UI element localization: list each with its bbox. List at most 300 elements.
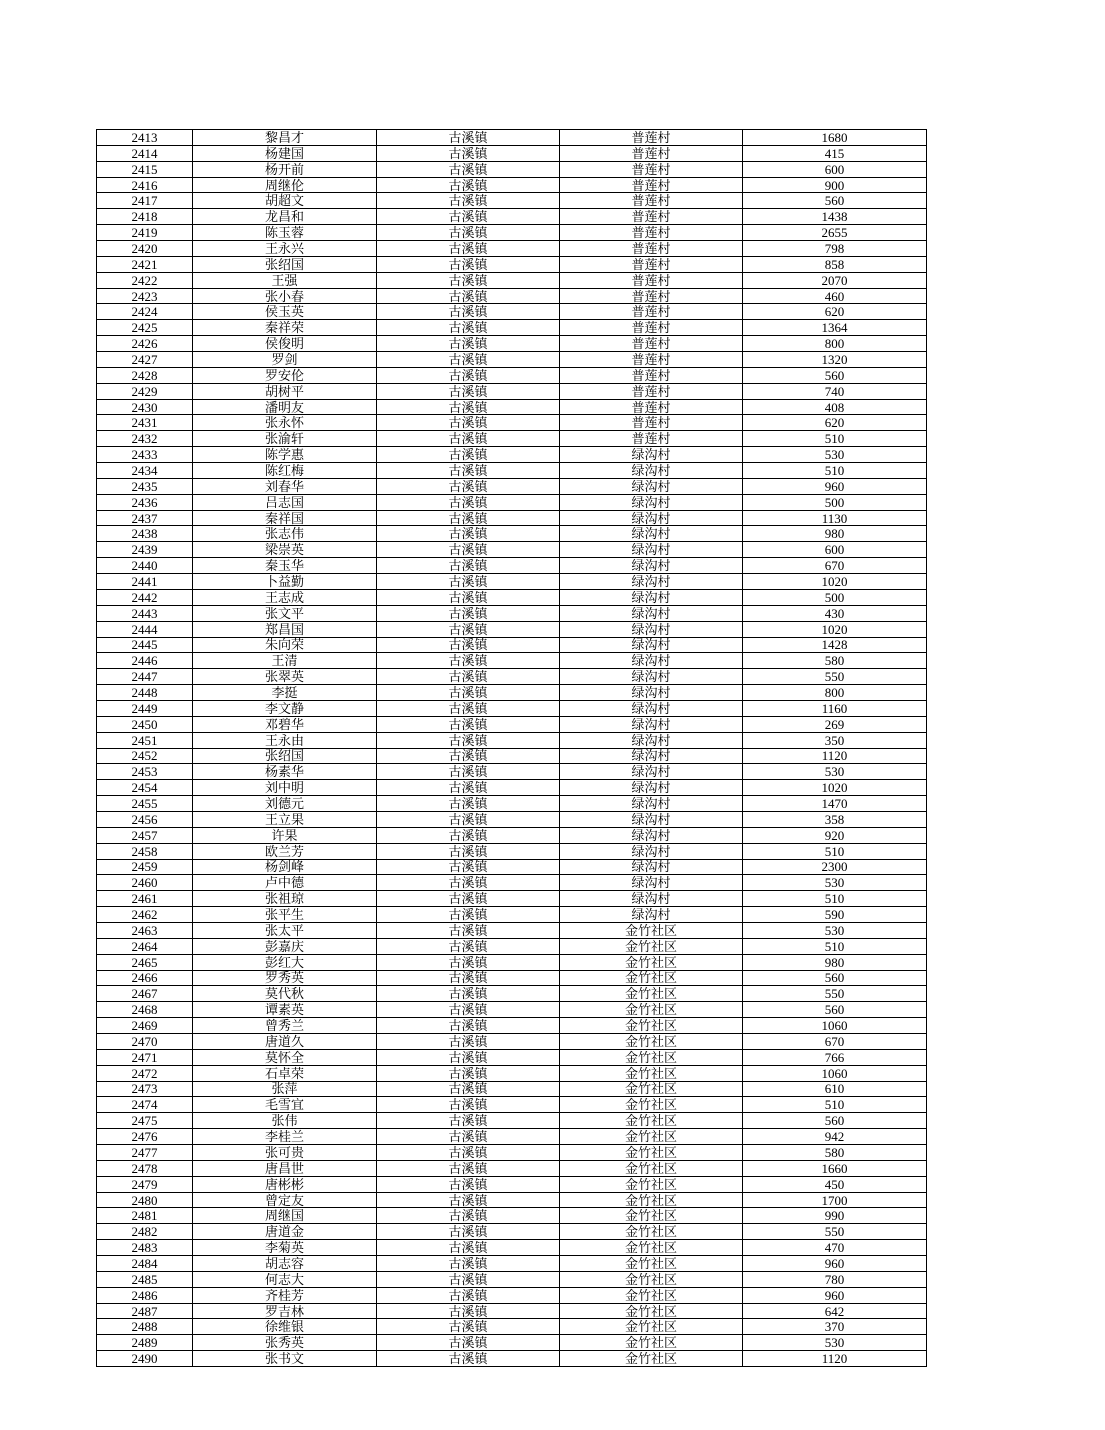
- amount-cell: 1060: [743, 1065, 927, 1081]
- village-cell: 绿沟村: [560, 685, 743, 701]
- town-cell: 古溪镇: [377, 1160, 560, 1176]
- table-row: [97, 589, 927, 605]
- town-cell: 古溪镇: [377, 415, 560, 431]
- data-table: [96, 129, 927, 1367]
- amount-cell: 590: [743, 907, 927, 923]
- town-cell: 古溪镇: [377, 367, 560, 383]
- village-cell: 绿沟村: [560, 478, 743, 494]
- town-cell: 古溪镇: [377, 209, 560, 225]
- table-row: [97, 669, 927, 685]
- town-cell: 古溪镇: [377, 1256, 560, 1272]
- name-cell: 李菊英: [193, 1240, 377, 1256]
- village-cell: 普莲村: [560, 304, 743, 320]
- row-number-cell: 2438: [97, 526, 193, 542]
- table-body: [97, 130, 927, 1367]
- name-cell: 梁崇英: [193, 542, 377, 558]
- amount-cell: 269: [743, 716, 927, 732]
- amount-cell: 580: [743, 1145, 927, 1161]
- row-number-cell: 2435: [97, 478, 193, 494]
- village-cell: 绿沟村: [560, 827, 743, 843]
- town-cell: 古溪镇: [377, 732, 560, 748]
- table-row: [97, 526, 927, 542]
- table-row: [97, 1335, 927, 1351]
- table-row: [97, 653, 927, 669]
- row-number-cell: 2441: [97, 574, 193, 590]
- name-cell: 石卓荣: [193, 1065, 377, 1081]
- table-row: [97, 970, 927, 986]
- name-cell: 秦祥国: [193, 510, 377, 526]
- village-cell: 绿沟村: [560, 748, 743, 764]
- name-cell: 黎昌才: [193, 130, 377, 146]
- amount-cell: 358: [743, 811, 927, 827]
- village-cell: 金竹社区: [560, 1224, 743, 1240]
- town-cell: 古溪镇: [377, 1018, 560, 1034]
- amount-cell: 858: [743, 256, 927, 272]
- village-cell: 金竹社区: [560, 1049, 743, 1065]
- amount-cell: 1680: [743, 130, 927, 146]
- row-number-cell: 2465: [97, 954, 193, 970]
- row-number-cell: 2425: [97, 320, 193, 336]
- town-cell: 古溪镇: [377, 1176, 560, 1192]
- row-number-cell: 2446: [97, 653, 193, 669]
- name-cell: 许果: [193, 827, 377, 843]
- town-cell: 古溪镇: [377, 241, 560, 257]
- town-cell: 古溪镇: [377, 161, 560, 177]
- town-cell: 古溪镇: [377, 542, 560, 558]
- town-cell: 古溪镇: [377, 986, 560, 1002]
- amount-cell: 470: [743, 1240, 927, 1256]
- village-cell: 绿沟村: [560, 558, 743, 574]
- town-cell: 古溪镇: [377, 859, 560, 875]
- name-cell: 曾定友: [193, 1192, 377, 1208]
- village-cell: 绿沟村: [560, 621, 743, 637]
- name-cell: 唐道久: [193, 1033, 377, 1049]
- village-cell: 金竹社区: [560, 1160, 743, 1176]
- table-row: [97, 621, 927, 637]
- town-cell: 古溪镇: [377, 1065, 560, 1081]
- row-number-cell: 2423: [97, 288, 193, 304]
- amount-cell: 740: [743, 383, 927, 399]
- row-number-cell: 2439: [97, 542, 193, 558]
- village-cell: 绿沟村: [560, 796, 743, 812]
- town-cell: 古溪镇: [377, 748, 560, 764]
- row-number-cell: 2449: [97, 700, 193, 716]
- amount-cell: 1020: [743, 574, 927, 590]
- amount-cell: 1120: [743, 748, 927, 764]
- town-cell: 古溪镇: [377, 843, 560, 859]
- row-number-cell: 2437: [97, 510, 193, 526]
- amount-cell: 1160: [743, 700, 927, 716]
- village-cell: 金竹社区: [560, 1033, 743, 1049]
- table-row: [97, 478, 927, 494]
- table-row: [97, 891, 927, 907]
- amount-cell: 670: [743, 558, 927, 574]
- town-cell: 古溪镇: [377, 589, 560, 605]
- name-cell: 周继伦: [193, 177, 377, 193]
- village-cell: 普莲村: [560, 161, 743, 177]
- amount-cell: 560: [743, 367, 927, 383]
- village-cell: 普莲村: [560, 193, 743, 209]
- table-row: [97, 986, 927, 1002]
- amount-cell: 1470: [743, 796, 927, 812]
- town-cell: 古溪镇: [377, 922, 560, 938]
- amount-cell: 560: [743, 193, 927, 209]
- name-cell: 张祖琼: [193, 891, 377, 907]
- village-cell: 普莲村: [560, 288, 743, 304]
- table-row: [97, 241, 927, 257]
- row-number-cell: 2456: [97, 811, 193, 827]
- village-cell: 普莲村: [560, 256, 743, 272]
- amount-cell: 510: [743, 843, 927, 859]
- table-row: [97, 447, 927, 463]
- name-cell: 杨剑峰: [193, 859, 377, 875]
- village-cell: 普莲村: [560, 352, 743, 368]
- village-cell: 绿沟村: [560, 891, 743, 907]
- town-cell: 古溪镇: [377, 637, 560, 653]
- amount-cell: 510: [743, 891, 927, 907]
- row-number-cell: 2474: [97, 1097, 193, 1113]
- row-number-cell: 2458: [97, 843, 193, 859]
- village-cell: 绿沟村: [560, 732, 743, 748]
- amount-cell: 1320: [743, 352, 927, 368]
- name-cell: 卢中德: [193, 875, 377, 891]
- name-cell: 杨开前: [193, 161, 377, 177]
- village-cell: 金竹社区: [560, 1145, 743, 1161]
- name-cell: 王立果: [193, 811, 377, 827]
- town-cell: 古溪镇: [377, 463, 560, 479]
- village-cell: 绿沟村: [560, 526, 743, 542]
- table-row: [97, 907, 927, 923]
- row-number-cell: 2475: [97, 1113, 193, 1129]
- village-cell: 金竹社区: [560, 1256, 743, 1272]
- table-row: [97, 1065, 927, 1081]
- table-row: [97, 320, 927, 336]
- name-cell: 张萍: [193, 1081, 377, 1097]
- town-cell: 古溪镇: [377, 320, 560, 336]
- town-cell: 古溪镇: [377, 1271, 560, 1287]
- amount-cell: 800: [743, 336, 927, 352]
- name-cell: 王永由: [193, 732, 377, 748]
- village-cell: 绿沟村: [560, 653, 743, 669]
- village-cell: 金竹社区: [560, 1303, 743, 1319]
- table-row: [97, 225, 927, 241]
- village-cell: 普莲村: [560, 177, 743, 193]
- village-cell: 普莲村: [560, 431, 743, 447]
- amount-cell: 560: [743, 1002, 927, 1018]
- name-cell: 彭红大: [193, 954, 377, 970]
- amount-cell: 580: [743, 653, 927, 669]
- row-number-cell: 2471: [97, 1049, 193, 1065]
- town-cell: 古溪镇: [377, 177, 560, 193]
- name-cell: 王清: [193, 653, 377, 669]
- name-cell: 王永兴: [193, 241, 377, 257]
- name-cell: 张太平: [193, 922, 377, 938]
- village-cell: 绿沟村: [560, 843, 743, 859]
- row-number-cell: 2484: [97, 1256, 193, 1272]
- name-cell: 唐道金: [193, 1224, 377, 1240]
- village-cell: 绿沟村: [560, 447, 743, 463]
- table-row: [97, 811, 927, 827]
- village-cell: 普莲村: [560, 383, 743, 399]
- amount-cell: 430: [743, 605, 927, 621]
- town-cell: 古溪镇: [377, 970, 560, 986]
- town-cell: 古溪镇: [377, 494, 560, 510]
- row-number-cell: 2466: [97, 970, 193, 986]
- amount-cell: 642: [743, 1303, 927, 1319]
- row-number-cell: 2422: [97, 272, 193, 288]
- town-cell: 古溪镇: [377, 574, 560, 590]
- row-number-cell: 2482: [97, 1224, 193, 1240]
- name-cell: 张翠英: [193, 669, 377, 685]
- row-number-cell: 2419: [97, 225, 193, 241]
- table-row: [97, 288, 927, 304]
- town-cell: 古溪镇: [377, 510, 560, 526]
- town-cell: 古溪镇: [377, 526, 560, 542]
- amount-cell: 500: [743, 589, 927, 605]
- table-row: [97, 415, 927, 431]
- name-cell: 朱向荣: [193, 637, 377, 653]
- name-cell: 莫代秋: [193, 986, 377, 1002]
- town-cell: 古溪镇: [377, 1081, 560, 1097]
- amount-cell: 798: [743, 241, 927, 257]
- town-cell: 古溪镇: [377, 827, 560, 843]
- table-row: [97, 875, 927, 891]
- village-cell: 绿沟村: [560, 637, 743, 653]
- town-cell: 古溪镇: [377, 1129, 560, 1145]
- table-row: [97, 1002, 927, 1018]
- name-cell: 李桂兰: [193, 1129, 377, 1145]
- table-row: [97, 1319, 927, 1335]
- table-row: [97, 1160, 927, 1176]
- village-cell: 绿沟村: [560, 463, 743, 479]
- amount-cell: 980: [743, 954, 927, 970]
- town-cell: 古溪镇: [377, 700, 560, 716]
- table-row: [97, 1145, 927, 1161]
- amount-cell: 670: [743, 1033, 927, 1049]
- table-row: [97, 463, 927, 479]
- table-row: [97, 1113, 927, 1129]
- amount-cell: 960: [743, 1287, 927, 1303]
- table-row: [97, 1303, 927, 1319]
- table-row: [97, 922, 927, 938]
- name-cell: 彭嘉庆: [193, 938, 377, 954]
- table-row: [97, 367, 927, 383]
- village-cell: 绿沟村: [560, 875, 743, 891]
- town-cell: 古溪镇: [377, 669, 560, 685]
- village-cell: 金竹社区: [560, 1097, 743, 1113]
- village-cell: 普莲村: [560, 336, 743, 352]
- row-number-cell: 2467: [97, 986, 193, 1002]
- amount-cell: 620: [743, 415, 927, 431]
- name-cell: 莫怀全: [193, 1049, 377, 1065]
- name-cell: 张文平: [193, 605, 377, 621]
- table-row: [97, 796, 927, 812]
- village-cell: 金竹社区: [560, 1351, 743, 1367]
- row-number-cell: 2443: [97, 605, 193, 621]
- name-cell: 欧兰芳: [193, 843, 377, 859]
- name-cell: 王志成: [193, 589, 377, 605]
- row-number-cell: 2473: [97, 1081, 193, 1097]
- village-cell: 金竹社区: [560, 922, 743, 938]
- town-cell: 古溪镇: [377, 796, 560, 812]
- village-cell: 金竹社区: [560, 1192, 743, 1208]
- amount-cell: 766: [743, 1049, 927, 1065]
- table-row: [97, 542, 927, 558]
- name-cell: 张绍国: [193, 748, 377, 764]
- amount-cell: 1130: [743, 510, 927, 526]
- name-cell: 龙昌和: [193, 209, 377, 225]
- town-cell: 古溪镇: [377, 304, 560, 320]
- town-cell: 古溪镇: [377, 1113, 560, 1129]
- town-cell: 古溪镇: [377, 399, 560, 415]
- name-cell: 周继国: [193, 1208, 377, 1224]
- table-row: [97, 1192, 927, 1208]
- amount-cell: 920: [743, 827, 927, 843]
- table-row: [97, 1129, 927, 1145]
- row-number-cell: 2464: [97, 938, 193, 954]
- amount-cell: 550: [743, 986, 927, 1002]
- town-cell: 古溪镇: [377, 145, 560, 161]
- amount-cell: 2300: [743, 859, 927, 875]
- name-cell: 唐彬彬: [193, 1176, 377, 1192]
- amount-cell: 530: [743, 764, 927, 780]
- row-number-cell: 2453: [97, 764, 193, 780]
- row-number-cell: 2415: [97, 161, 193, 177]
- table-row: [97, 843, 927, 859]
- name-cell: 徐维银: [193, 1319, 377, 1335]
- row-number-cell: 2476: [97, 1129, 193, 1145]
- table-row: [97, 1208, 927, 1224]
- village-cell: 绿沟村: [560, 494, 743, 510]
- table-row: [97, 1049, 927, 1065]
- amount-cell: 1120: [743, 1351, 927, 1367]
- row-number-cell: 2450: [97, 716, 193, 732]
- village-cell: 普莲村: [560, 209, 743, 225]
- amount-cell: 960: [743, 1256, 927, 1272]
- village-cell: 普莲村: [560, 241, 743, 257]
- table-row: [97, 161, 927, 177]
- town-cell: 古溪镇: [377, 764, 560, 780]
- name-cell: 胡树平: [193, 383, 377, 399]
- row-number-cell: 2487: [97, 1303, 193, 1319]
- town-cell: 古溪镇: [377, 336, 560, 352]
- village-cell: 绿沟村: [560, 574, 743, 590]
- village-cell: 金竹社区: [560, 1271, 743, 1287]
- name-cell: 毛雪宜: [193, 1097, 377, 1113]
- name-cell: 张平生: [193, 907, 377, 923]
- row-number-cell: 2460: [97, 875, 193, 891]
- row-number-cell: 2414: [97, 145, 193, 161]
- town-cell: 古溪镇: [377, 621, 560, 637]
- name-cell: 曾秀兰: [193, 1018, 377, 1034]
- town-cell: 古溪镇: [377, 1097, 560, 1113]
- village-cell: 金竹社区: [560, 938, 743, 954]
- name-cell: 张伟: [193, 1113, 377, 1129]
- amount-cell: 500: [743, 494, 927, 510]
- village-cell: 金竹社区: [560, 1335, 743, 1351]
- amount-cell: 550: [743, 1224, 927, 1240]
- row-number-cell: 2481: [97, 1208, 193, 1224]
- name-cell: 李文静: [193, 700, 377, 716]
- amount-cell: 1060: [743, 1018, 927, 1034]
- name-cell: 潘明友: [193, 399, 377, 415]
- table-row: [97, 1287, 927, 1303]
- name-cell: 陈玉蓉: [193, 225, 377, 241]
- row-number-cell: 2486: [97, 1287, 193, 1303]
- row-number-cell: 2483: [97, 1240, 193, 1256]
- table-row: [97, 859, 927, 875]
- amount-cell: 780: [743, 1271, 927, 1287]
- name-cell: 吕志国: [193, 494, 377, 510]
- table-row: [97, 732, 927, 748]
- table-row: [97, 256, 927, 272]
- village-cell: 绿沟村: [560, 510, 743, 526]
- table-row: [97, 1176, 927, 1192]
- village-cell: 普莲村: [560, 367, 743, 383]
- amount-cell: 530: [743, 922, 927, 938]
- village-cell: 金竹社区: [560, 1002, 743, 1018]
- table-row: [97, 605, 927, 621]
- row-number-cell: 2445: [97, 637, 193, 653]
- table-row: [97, 827, 927, 843]
- village-cell: 金竹社区: [560, 1081, 743, 1097]
- amount-cell: 1020: [743, 621, 927, 637]
- amount-cell: 1700: [743, 1192, 927, 1208]
- amount-cell: 530: [743, 875, 927, 891]
- row-number-cell: 2478: [97, 1160, 193, 1176]
- row-number-cell: 2470: [97, 1033, 193, 1049]
- row-number-cell: 2480: [97, 1192, 193, 1208]
- name-cell: 王强: [193, 272, 377, 288]
- name-cell: 张书文: [193, 1351, 377, 1367]
- table-row: [97, 685, 927, 701]
- table-row: [97, 938, 927, 954]
- row-number-cell: 2448: [97, 685, 193, 701]
- row-number-cell: 2455: [97, 796, 193, 812]
- row-number-cell: 2479: [97, 1176, 193, 1192]
- village-cell: 绿沟村: [560, 859, 743, 875]
- row-number-cell: 2417: [97, 193, 193, 209]
- table-row: [97, 177, 927, 193]
- amount-cell: 1438: [743, 209, 927, 225]
- row-number-cell: 2418: [97, 209, 193, 225]
- amount-cell: 510: [743, 431, 927, 447]
- row-number-cell: 2461: [97, 891, 193, 907]
- name-cell: 何志大: [193, 1271, 377, 1287]
- village-cell: 绿沟村: [560, 764, 743, 780]
- village-cell: 金竹社区: [560, 1129, 743, 1145]
- table-row: [97, 431, 927, 447]
- town-cell: 古溪镇: [377, 558, 560, 574]
- village-cell: 金竹社区: [560, 1018, 743, 1034]
- amount-cell: 550: [743, 669, 927, 685]
- village-cell: 金竹社区: [560, 1065, 743, 1081]
- table-row: [97, 304, 927, 320]
- row-number-cell: 2457: [97, 827, 193, 843]
- town-cell: 古溪镇: [377, 891, 560, 907]
- village-cell: 绿沟村: [560, 811, 743, 827]
- table-row: [97, 1351, 927, 1367]
- village-cell: 绿沟村: [560, 716, 743, 732]
- row-number-cell: 2472: [97, 1065, 193, 1081]
- row-number-cell: 2444: [97, 621, 193, 637]
- row-number-cell: 2420: [97, 241, 193, 257]
- name-cell: 谭素英: [193, 1002, 377, 1018]
- name-cell: 张秀英: [193, 1335, 377, 1351]
- village-cell: 普莲村: [560, 225, 743, 241]
- village-cell: 金竹社区: [560, 970, 743, 986]
- table-row: [97, 1256, 927, 1272]
